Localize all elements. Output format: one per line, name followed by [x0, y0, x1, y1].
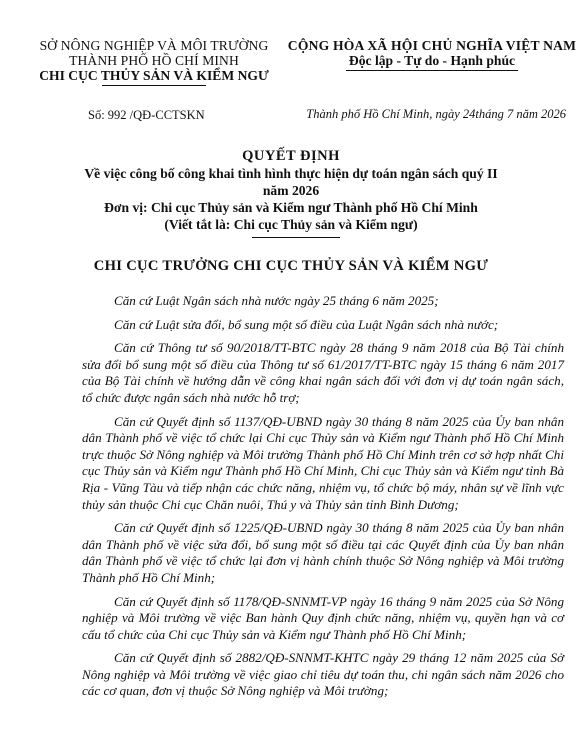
motto-underline: [346, 70, 518, 71]
legal-basis-paragraph: Căn cứ Luật Ngân sách nhà nước ngày 25 tháng 6 năm 2025;: [114, 293, 439, 308]
legal-basis-paragraph: Căn cứ Quyết định số 2882/QĐ-SNNMT-KHTC ngày 29 tháng 12 năm 2025 của Sở Nông nghiệp và Môi trường về việc giao chỉ tiêu dự toán thu, chi ngân sách năm 2026 cho các cơ quan, đơn vị thuộc Sở Nông nghiệp và Môi trường;: [82, 650, 564, 699]
document-type-title: QUYẾT ĐỊNH: [242, 148, 340, 164]
national-motto-header: [282, 38, 582, 71]
legal-basis-paragraph: Căn cứ Quyết định số 1225/QĐ-UBND ngày 30 tháng 8 năm 2025 của Ủy ban nhân dân Thành phố về việc sửa đổi, bổ sung một số điều tại các Quyết định của Ủy ban nhân dân Thành phố về việc tổ chức lại đơn vị hành chính thuộc Sở Nông nghiệp và Môi trường Thành phố Hồ Chí Minh;: [82, 520, 564, 585]
country-name: CỘNG HÒA XÃ HỘI CHỦ NGHĨA VIỆT NAM: [287, 38, 577, 53]
issuing-agency-header: [20, 38, 288, 86]
title-underline: [252, 237, 340, 238]
legal-basis-paragraph: Căn cứ Quyết định số 1178/QĐ-SNNMT-VP ngày 16 tháng 9 năm 2025 của Sở Nông nghiệp và Môi trường về việc Ban hành Quy định chức năng, nhiệm vụ, quyền hạn và cơ cấu tổ chức của Chi cục Thủy sản và Kiểm ngư Thành phố Hồ Chí Minh;: [82, 593, 564, 642]
legal-basis-body: [82, 293, 564, 707]
subject-line-2: năm 2026: [262, 183, 320, 198]
legal-basis-paragraph: Căn cứ Quyết định số 1137/QĐ-UBND ngày 30 tháng 8 năm 2025 của Ủy ban nhân dân Thành phố về việc tổ chức lại Chi cục Thủy sản và Kiểm ngư Thành phố Hồ Chí Minh trực thuộc Sở Nông nghiệp và Môi trường Thành phố Hồ Chí Minh trên cơ sở hợp nhất Chi cục Thủy sản và Kiểm ngư Thành phố Hồ Chí Minh, Chi cục Thủy sản và Kiểm ngư tỉnh Bà Rịa - Vũng Tàu và tiếp nhận các chức năng, nhiệm vụ, tổ chức bộ máy, nhân sự về lĩnh vực thủy sản thuộc Chi cục Chăn nuôi, Thú y và Thủy sản tỉnh Bình Dương;: [82, 413, 564, 512]
motto: Độc lập - Tự do - Hạnh phúc: [348, 53, 516, 68]
agency-line-3: CHI CỤC THỦY SẢN VÀ KIỂM NGƯ: [39, 68, 269, 83]
agency-line-1: SỞ NÔNG NGHIỆP VÀ MÔI TRƯỜNG: [39, 38, 269, 53]
unit-line: Đơn vị: Chi cục Thủy sản và Kiểm ngư Thành phố Hồ Chí Minh: [104, 200, 478, 215]
subject-line-1: Về việc công bố công khai tình hình thực hiện dự toán ngân sách quý II: [84, 166, 498, 181]
document-number: Số: 992 /QĐ-CCTSKN: [88, 108, 205, 122]
authority-heading: CHI CỤC TRƯỞNG CHI CỤC THỦY SẢN VÀ KIỂM NGƯ: [93, 258, 489, 274]
legal-basis-paragraph: Căn cứ Thông tư số 90/2018/TT-BTC ngày 28 tháng 9 năm 2018 của Bộ Tài chính sửa đổi bổ sung một số điều của Thông tư số 61/2017/TT-BTC ngày 15 tháng 6 năm 2017 của Bộ Tài chính về hướng dẫn về công khai ngân sách đối với đơn vị dự toán ngân sách, tổ chức được ngân sách nhà nước hỗ trợ;: [82, 340, 564, 405]
abbreviation-line: (Viết tắt là: Chi cục Thủy sản và Kiểm ngư): [164, 217, 418, 232]
agency-underline: [102, 85, 206, 86]
agency-line-2: THÀNH PHỐ HỒ CHÍ MINH: [69, 53, 239, 68]
document-date: Thành phố Hồ Chí Minh, ngày 24tháng 7 năm 2026: [306, 107, 566, 121]
legal-basis-paragraph: Căn cứ Luật sửa đổi, bổ sung một số điều của Luật Ngân sách nhà nước;: [114, 316, 499, 332]
